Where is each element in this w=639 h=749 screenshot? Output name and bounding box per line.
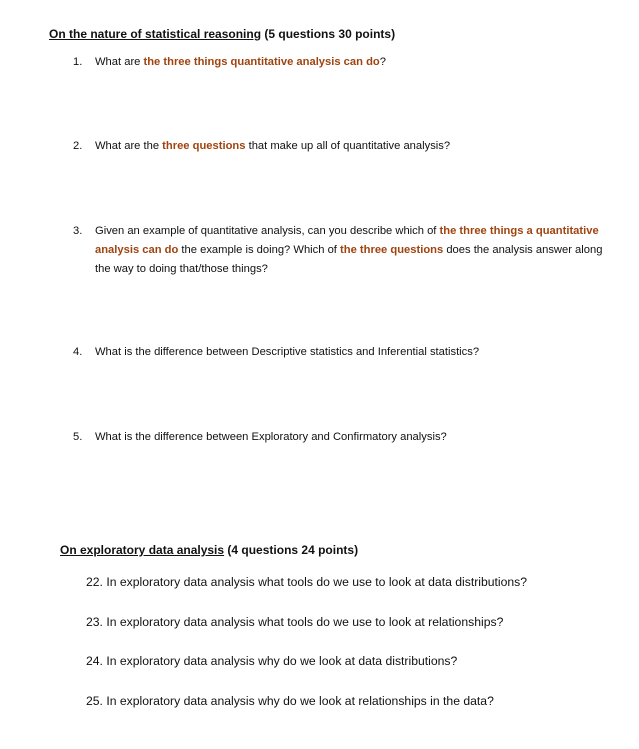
highlight-phrase: the three things quantitative analysis can do (143, 56, 380, 68)
question-number: 5. (73, 431, 83, 443)
question-text: In exploratory data analysis what tools do we use to look at data distributions? (106, 575, 528, 589)
section-title: On exploratory data analysis (60, 543, 225, 557)
question-text: Given an example of quantitative analysis, can you describe which of the three things a quantitative analysis can do the example is doing? Which of the three questions does the analysis answer along the way to doing that/those things? (95, 225, 603, 275)
question-number: 24. (86, 654, 103, 668)
section-heading-exploratory-data-analysis (60, 543, 358, 557)
question-text: In exploratory data analysis what tools do we use to look at relationships? (106, 615, 504, 629)
section-points: (5 questions 30 points) (261, 27, 396, 41)
question-text: In exploratory data analysis why do we look at data distributions? (106, 654, 458, 668)
question-number: 25. (86, 694, 103, 708)
highlight-phrase: the three things a quantitative analysis can do (95, 225, 599, 256)
question-text: In exploratory data analysis why do we look at relationships in the data? (106, 694, 494, 708)
question-22 (86, 573, 527, 591)
question-24 (86, 652, 457, 670)
section-points: (4 questions 24 points) (224, 543, 359, 557)
question-3 (73, 222, 613, 279)
question-number: 22. (86, 575, 103, 589)
highlight-phrase: three questions (162, 140, 246, 152)
question-23 (86, 613, 503, 631)
question-text: What are the three questions that make up all of quantitative analysis? (95, 140, 451, 152)
question-4 (73, 343, 613, 362)
question-25 (86, 692, 494, 710)
question-text: What is the difference between Exploratory and Confirmatory analysis? (95, 431, 447, 443)
question-number: 2. (73, 140, 83, 152)
question-1 (73, 53, 613, 72)
question-text: What are the three things quantitative analysis can do? (95, 56, 386, 68)
question-5 (73, 428, 613, 447)
section-heading-statistical-reasoning (49, 27, 395, 41)
question-number: 3. (73, 225, 83, 237)
question-text: What is the difference between Descriptive statistics and Inferential statistics? (95, 346, 480, 358)
highlight-phrase: the three questions (340, 244, 444, 256)
question-number: 4. (73, 346, 83, 358)
section-title: On the nature of statistical reasoning (49, 27, 262, 41)
question-2 (73, 137, 613, 156)
question-number: 23. (86, 615, 103, 629)
question-number: 1. (73, 56, 83, 68)
